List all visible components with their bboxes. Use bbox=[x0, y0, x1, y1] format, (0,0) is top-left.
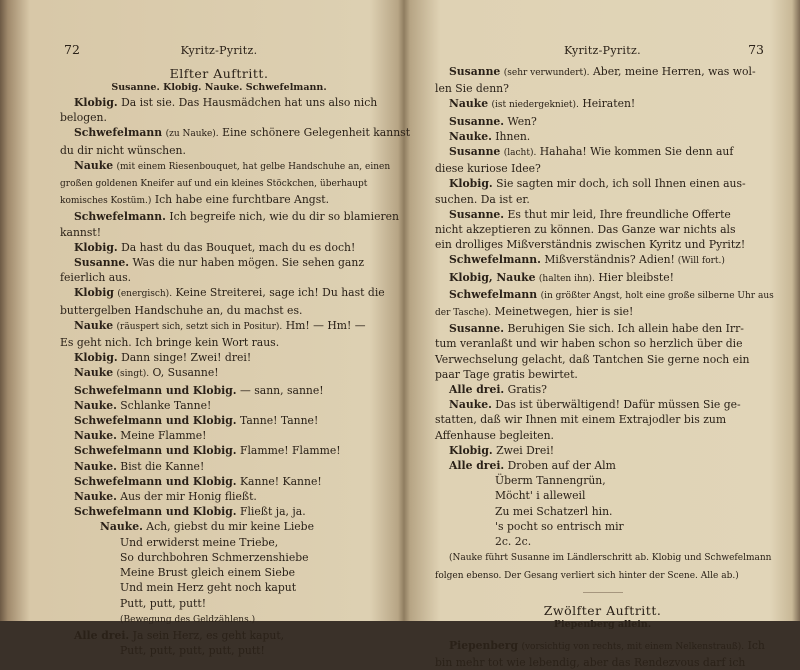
text-line bbox=[435, 237, 770, 252]
text-line bbox=[435, 114, 770, 129]
running-head: Kyritz-Pyritz. bbox=[180, 44, 258, 57]
spoken-text: Schlanke Tanne! bbox=[120, 398, 212, 412]
spoken-text: Ja sein Herz, es geht kaput, bbox=[132, 628, 285, 642]
text-line bbox=[60, 413, 378, 428]
text-line bbox=[435, 144, 770, 161]
text-line bbox=[60, 504, 378, 519]
text-line bbox=[60, 110, 378, 125]
text-line bbox=[435, 534, 770, 549]
speaker-name: Klobig. bbox=[449, 443, 493, 457]
spoken-text: Beruhigen Sie sich. Ich allein habe den Irr- bbox=[507, 322, 744, 336]
text-line bbox=[435, 488, 770, 503]
spoken-text: Ihnen. bbox=[495, 129, 531, 143]
speaker-name: Schwefelmann bbox=[74, 126, 163, 140]
cast-list: Susanne. Klobig. Nauke. Schwefelmann. bbox=[111, 82, 327, 93]
spoken-text: feierlich aus. bbox=[60, 271, 132, 285]
text-line bbox=[435, 129, 770, 144]
text-line bbox=[60, 474, 378, 489]
spoken-text: Meine Brust gleich einem Siebe bbox=[120, 566, 296, 580]
speaker-name: Nauke. bbox=[74, 459, 117, 473]
speaker-name: Schwefelmann und Klobig. bbox=[74, 414, 237, 428]
dialogue-block bbox=[435, 64, 774, 584]
text-line bbox=[60, 398, 378, 413]
spoken-text: Eine schönere Gelegenheit kannst bbox=[222, 126, 411, 140]
spoken-text: buttergelben Handschuhe an, du machst es. bbox=[60, 303, 303, 317]
spoken-text: O, Susanne! bbox=[152, 366, 219, 380]
stage-direction: folgen ebenso. Der Gesang verliert sich hinter der Scene. Alle ab.) bbox=[435, 570, 739, 581]
spoken-text: Es thut mir leid, Ihre freundliche Offerte bbox=[507, 207, 731, 221]
speaker-name: Piepenberg bbox=[449, 638, 519, 652]
spoken-text: Keine Streiterei, sage ich! Du hast die bbox=[175, 286, 385, 300]
text-line bbox=[435, 655, 770, 670]
stage-direction: (Bewegung des Geldzählens.) bbox=[120, 614, 256, 625]
spoken-text: belogen. bbox=[60, 111, 107, 125]
cast-list: Piepenberg allein. bbox=[553, 618, 652, 630]
text-line bbox=[435, 207, 770, 222]
text-line bbox=[60, 580, 378, 595]
spoken-text: Fließt ja, ja. bbox=[239, 505, 306, 519]
stage-direction: (räuspert sich, setzt sich in Positur). bbox=[116, 321, 283, 332]
stage-direction: (vorsichtig von rechts, mit einem Nelkenstrauß). bbox=[521, 641, 745, 652]
text-line bbox=[60, 565, 378, 580]
spoken-text: Überm Tannengrün, bbox=[495, 474, 606, 488]
text-line bbox=[60, 240, 378, 255]
spoken-text: Zu mei Schatzerl hin. bbox=[495, 504, 613, 518]
spoken-text: Es geht nich. Ich bringe kein Wort raus. bbox=[60, 336, 280, 350]
spoken-text: Hm! — Hm! — bbox=[285, 318, 366, 332]
speaker-name: Schwefelmann. bbox=[74, 210, 166, 224]
spoken-text: Dann singe! Zwei! drei! bbox=[121, 351, 252, 365]
stage-direction: (energisch). bbox=[117, 289, 173, 300]
dialogue-block bbox=[435, 638, 770, 670]
text-line bbox=[435, 321, 770, 336]
scene-title: Elfter Auftritt. bbox=[169, 66, 269, 81]
text-line bbox=[435, 96, 770, 113]
text-line bbox=[435, 567, 770, 584]
right-page bbox=[435, 0, 774, 669]
speaker-name: Alle drei. bbox=[449, 459, 505, 473]
text-line bbox=[60, 489, 378, 504]
speaker-name: Klobig. bbox=[449, 177, 493, 191]
speaker-name: Klobig. bbox=[74, 96, 118, 109]
speaker-name: Nauke bbox=[74, 318, 114, 332]
text-line bbox=[60, 596, 378, 611]
text-line bbox=[435, 412, 770, 427]
stage-direction: (sehr verwundert). bbox=[503, 68, 590, 78]
spoken-text: Was die nur haben mögen. Sie sehen ganz bbox=[132, 256, 365, 270]
spoken-text: Verwechselung gelacht, daß Tantchen Sie gerne noch ein bbox=[435, 352, 750, 366]
text-line bbox=[435, 352, 770, 367]
speaker-name: Klobig, Nauke bbox=[449, 270, 536, 284]
stage-direction: (mit einem Riesenbouquet, hat gelbe Handschuhe an, einen bbox=[116, 161, 391, 172]
page-number: 72 bbox=[64, 42, 80, 57]
spoken-text: Heiraten! bbox=[582, 97, 636, 111]
text-line bbox=[435, 336, 770, 351]
spoken-text: diese kuriose Idee? bbox=[435, 162, 541, 176]
text-line bbox=[60, 459, 378, 474]
spoken-text: Mißverständnis? Adien! bbox=[544, 253, 675, 267]
speaker-name: Alle drei. bbox=[449, 383, 505, 397]
speaker-name: Klobig. bbox=[74, 240, 118, 254]
spoken-text: Möcht' i alleweil bbox=[495, 489, 586, 503]
spoken-text: — sann, sanne! bbox=[239, 383, 324, 397]
spoken-text: Zwei Drei! bbox=[496, 443, 555, 457]
spoken-text: Meine Flamme! bbox=[120, 429, 207, 443]
speaker-name: Schwefelmann bbox=[449, 287, 538, 301]
speaker-name: Nauke. bbox=[449, 129, 492, 143]
spoken-text: statten, daß wir Ihnen mit einem Extrajodler bis zum bbox=[435, 413, 727, 427]
speaker-name: Klobig bbox=[74, 286, 114, 300]
speaker-name: Susanne. bbox=[74, 256, 130, 270]
spoken-text: Sie sagten mir doch, ich soll Ihnen einen aus- bbox=[496, 177, 746, 191]
spoken-text: 2c. 2c. bbox=[495, 535, 532, 549]
speaker-name: Schwefelmann. bbox=[449, 253, 541, 267]
spoken-text: tum veranlaßt und wir haben schon so herzlich über die bbox=[435, 337, 743, 351]
speaker-name: Nauke. bbox=[74, 398, 117, 412]
running-head: Kyritz-Pyritz. bbox=[564, 44, 641, 57]
spoken-text: Da hast du das Bouquet, mach du es doch! bbox=[121, 240, 356, 254]
stage-direction: (Nauke führt Susanne im Ländlerschritt ab. Klobig und Schwefelmann bbox=[449, 553, 772, 564]
spoken-text: Ich begreife nich, wie du dir so blamieren bbox=[169, 210, 399, 224]
text-line bbox=[60, 365, 378, 382]
speaker-name: Alle drei. bbox=[74, 628, 130, 642]
text-line bbox=[435, 252, 770, 269]
spoken-text: ein drolliges Mißverständnis zwischen Kyritz und Pyritz! bbox=[435, 238, 746, 252]
text-line bbox=[435, 638, 770, 655]
text-line bbox=[435, 287, 774, 304]
text-line bbox=[60, 143, 378, 158]
spoken-text: Wen? bbox=[507, 114, 537, 128]
text-line bbox=[435, 64, 770, 81]
right-page-header bbox=[435, 42, 770, 64]
text-line bbox=[60, 550, 378, 565]
text-line bbox=[60, 335, 378, 350]
text-line bbox=[435, 473, 770, 488]
text-line bbox=[435, 382, 770, 397]
spoken-text: Affenhause begleiten. bbox=[435, 428, 554, 442]
text-line bbox=[435, 81, 770, 96]
left-page bbox=[60, 0, 411, 658]
spoken-text: Putt, putt, putt! bbox=[120, 596, 207, 610]
text-line bbox=[435, 458, 770, 473]
spoken-text: Flamme! Flamme! bbox=[239, 444, 341, 458]
text-line bbox=[60, 209, 399, 224]
divider bbox=[583, 592, 623, 593]
speaker-name: Susanne bbox=[449, 145, 501, 159]
spoken-text: paar Tage gratis bewirtet. bbox=[435, 367, 578, 381]
text-line bbox=[60, 158, 391, 175]
text-line bbox=[435, 304, 770, 321]
text-line bbox=[60, 270, 378, 285]
speaker-name: Susanne bbox=[449, 65, 501, 78]
spoken-text: Aber, meine Herren, was wol- bbox=[592, 65, 756, 78]
spoken-text: So durchbohren Schmerzenshiebe bbox=[120, 550, 309, 564]
spoken-text: Da ist sie. Das Hausmädchen hat uns also nich bbox=[121, 96, 378, 109]
spoken-text: Hahaha! Wie kommen Sie denn auf bbox=[539, 145, 734, 159]
text-line bbox=[435, 428, 770, 443]
stage-direction: (ist niedergekniet). bbox=[491, 100, 579, 111]
text-line bbox=[60, 225, 378, 240]
text-line bbox=[60, 192, 378, 209]
spoken-text: Das ist überwältigend! Dafür müssen Sie ge- bbox=[495, 398, 741, 412]
spoken-text: suchen. Da ist er. bbox=[435, 192, 530, 206]
spoken-text: du dir nicht wünschen. bbox=[60, 143, 186, 157]
text-line bbox=[435, 192, 770, 207]
text-line bbox=[60, 611, 378, 628]
text-line bbox=[60, 175, 378, 192]
stage-direction: der Tasche). bbox=[435, 308, 492, 319]
spoken-text: Bist die Kanne! bbox=[120, 459, 205, 473]
speaker-name: Schwefelmann und Klobig. bbox=[74, 383, 237, 397]
text-line bbox=[435, 549, 770, 566]
spoken-text: Kanne! Kanne! bbox=[239, 474, 322, 488]
spoken-text: Aus der mir Honig fließt. bbox=[120, 490, 257, 504]
text-line bbox=[60, 285, 385, 302]
speaker-name: Schwefelmann und Klobig. bbox=[74, 505, 237, 519]
spoken-text: Hier bleibste! bbox=[598, 270, 674, 284]
page-number: 73 bbox=[748, 42, 764, 57]
speaker-name: Nauke. bbox=[449, 398, 492, 412]
stage-direction: (singt). bbox=[116, 369, 150, 380]
text-line bbox=[435, 161, 770, 176]
spoken-text: Und mein Herz geht noch kaput bbox=[120, 581, 297, 595]
spoken-text: len Sie denn? bbox=[435, 82, 509, 96]
spoken-text: kannst! bbox=[60, 225, 102, 239]
text-line bbox=[60, 318, 378, 335]
text-line bbox=[60, 628, 378, 643]
text-line bbox=[60, 428, 378, 443]
stage-direction: (zu Nauke). bbox=[165, 129, 219, 140]
text-line bbox=[435, 176, 770, 191]
spoken-text: Gratis? bbox=[507, 383, 547, 397]
spoken-text: Tanne! Tanne! bbox=[239, 414, 319, 428]
spoken-text: Meinetwegen, hier is sie! bbox=[494, 305, 634, 319]
spoken-text: nicht akzeptieren zu können. Das Ganze war nichts als bbox=[435, 223, 736, 237]
spoken-text: Ich bbox=[747, 638, 765, 652]
spoken-text: Putt, putt, putt, putt, putt! bbox=[120, 644, 265, 658]
stage-direction: großen goldenen Kneifer auf und ein kleines Stöckchen, überhaupt bbox=[60, 179, 368, 190]
text-line bbox=[60, 535, 378, 550]
scene-title: Zwölfter Auftritt. bbox=[543, 602, 662, 618]
text-line bbox=[60, 125, 411, 142]
speaker-name: Susanne. bbox=[449, 207, 505, 221]
stage-direction: (in größter Angst, holt eine große silberne Uhr aus bbox=[540, 290, 774, 301]
text-line bbox=[60, 443, 378, 458]
text-line bbox=[60, 519, 378, 534]
text-line bbox=[435, 443, 770, 458]
speaker-name: Nauke bbox=[74, 158, 114, 172]
speaker-name: Schwefelmann und Klobig. bbox=[74, 444, 237, 458]
speaker-name: Susanne. bbox=[449, 114, 505, 128]
stage-direction: komisches Kostüm.) bbox=[60, 196, 152, 207]
speaker-name: Klobig. bbox=[74, 351, 118, 365]
dialogue-block bbox=[60, 95, 411, 658]
stage-direction: (halten ihn). bbox=[538, 273, 595, 284]
speaker-name: Nauke. bbox=[100, 520, 143, 534]
stage-direction: (lacht). bbox=[503, 148, 537, 159]
text-line bbox=[60, 643, 378, 658]
spoken-text: Droben auf der Alm bbox=[507, 459, 616, 473]
speaker-name: Schwefelmann und Klobig. bbox=[74, 474, 237, 488]
speaker-name: Susanne. bbox=[449, 322, 505, 336]
text-line bbox=[60, 95, 378, 110]
spoken-text: Ich habe eine furchtbare Angst. bbox=[154, 193, 330, 207]
speaker-name: Nauke. bbox=[74, 429, 117, 443]
text-line bbox=[60, 303, 378, 318]
left-page-header bbox=[60, 42, 378, 64]
stage-direction: (Will fort.) bbox=[674, 256, 725, 267]
speaker-name: Nauke. bbox=[74, 490, 117, 504]
spoken-text: bin mehr tot wie lebendig, aber das Rendezvous darf ich bbox=[435, 655, 746, 669]
text-line bbox=[435, 270, 770, 287]
spoken-text: 's pocht so entrisch mir bbox=[495, 519, 624, 533]
speaker-name: Nauke bbox=[74, 366, 114, 380]
spoken-text: Und erwiderst meine Triebe, bbox=[120, 535, 279, 549]
text-line bbox=[435, 367, 770, 382]
spoken-text: Ach, giebst du mir keine Liebe bbox=[146, 520, 314, 534]
text-line bbox=[435, 504, 770, 519]
text-line bbox=[60, 350, 378, 365]
text-line bbox=[435, 222, 770, 237]
text-line bbox=[60, 383, 378, 398]
text-line bbox=[60, 255, 378, 270]
text-line bbox=[435, 397, 770, 412]
speaker-name: Nauke bbox=[449, 97, 489, 111]
text-line bbox=[435, 519, 770, 534]
